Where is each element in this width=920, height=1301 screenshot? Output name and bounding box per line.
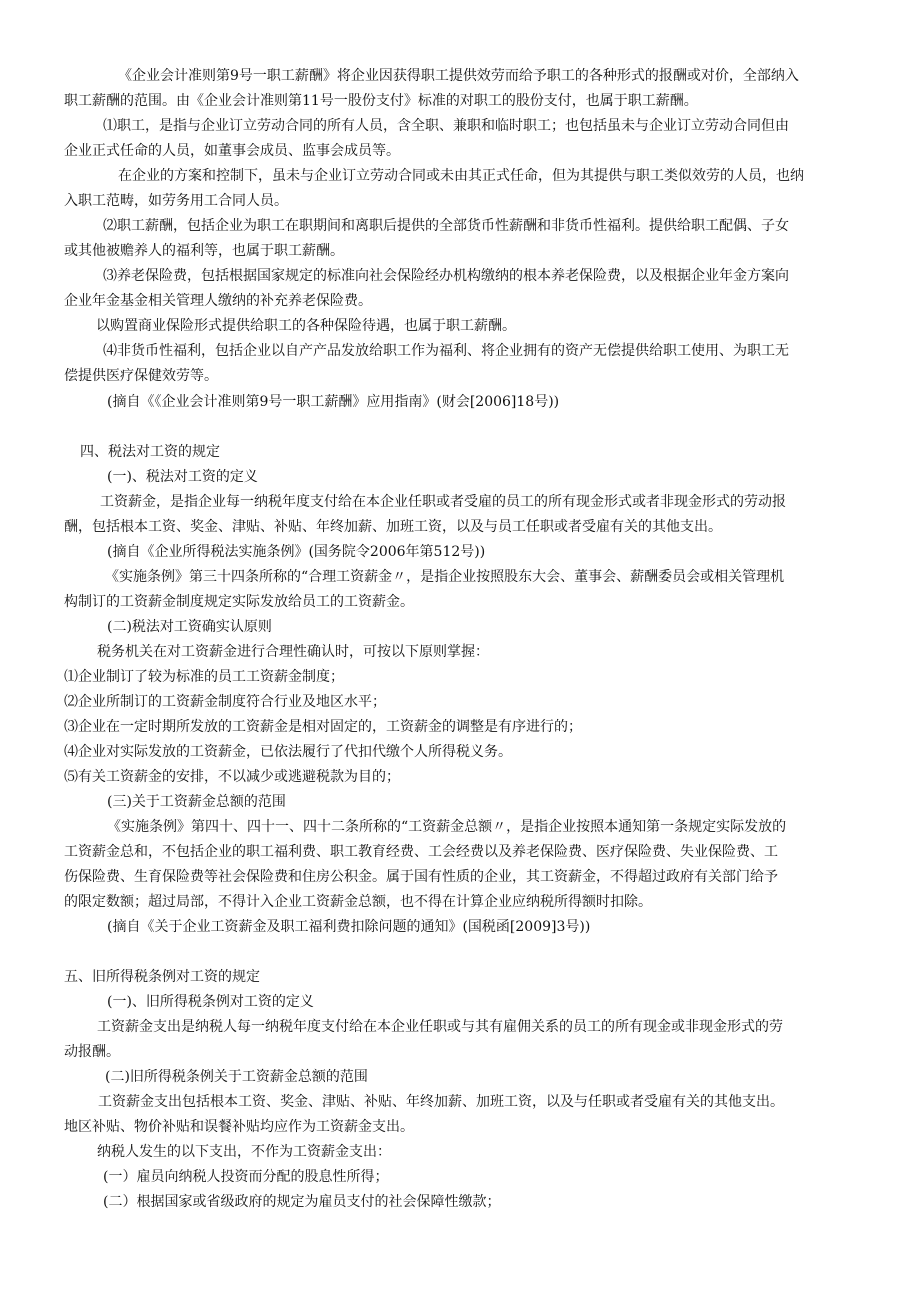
paragraph-line: 动报酬。 xyxy=(64,1044,120,1060)
citation-line: (摘自《企业所得税法实施条例》(国务院令2006年第512号)) xyxy=(107,544,486,560)
paragraph-line: 或其他被赡养人的福利等，也属于职工薪酬。 xyxy=(64,243,344,259)
list-item: ⑸有关工资薪金的安排，不以减少或逃避税款为目的； xyxy=(64,769,400,785)
paragraph-line: 企业正式任命的人员，如董事会成员、监事会成员等。 xyxy=(64,143,400,159)
subsection-heading: (一)、税法对工资的定义 xyxy=(107,469,258,485)
paragraph-line: 《实施条例》第四十、四十一、四十二条所称的“工资薪金总额〃，是指企业按照本通知第一条规定实际发放的 xyxy=(107,819,787,835)
subsection-heading: (二)税法对工资确实认原则 xyxy=(107,619,272,635)
paragraph-line: 的限定数额；超过局部，不得计入企业工资薪金总额，也不得在计算企业应纳税所得额时扣除。 xyxy=(64,894,652,910)
list-item: (二）根据国家或省级政府的规定为雇员支付的社会保障性缴款； xyxy=(103,1194,501,1210)
list-item: ⑵企业所制订的工资薪金制度符合行业及地区水平； xyxy=(64,694,386,710)
paragraph-line: 税务机关在对工资薪金进行合理性确认时，可按以下原则掌握： xyxy=(97,644,489,660)
paragraph-line: 酬，包括根本工资、奖金、津贴、补贴、年终加薪、加班工资，以及与员工任职或者受雇有关的其他支出。 xyxy=(64,519,722,535)
list-item: ⑶企业在一定时期所发放的工资薪金是相对固定的，工资薪金的调整是有序进行的； xyxy=(64,719,582,735)
paragraph-line: 工资薪金，是指企业每一纳税年度支付给在本企业任职或者受雇的员工的所有现金形式或者非现金形式的劳动报 xyxy=(100,494,786,510)
section-heading: 五、旧所得税条例对工资的规定 xyxy=(64,969,260,985)
paragraph-line: ⑶养老保险费，包括根据国家规定的标准向社会保险经办机构缴纳的根本养老保险费，以及根据企业年金方案向 xyxy=(103,268,789,284)
paragraph-line: 伤保险费、生育保险费等社会保险费和住房公积金。属于国有性质的企业，其工资薪金，不得超过政府有关部门给予 xyxy=(64,869,778,885)
citation-line: (摘自《《企业会计准则第9号一职工薪酬》应用指南》(财会[2006]18号)) xyxy=(107,394,560,410)
paragraph-line: 以购置商业保险形式提供给职工的各种保险待遇，也属于职工薪酬。 xyxy=(96,318,516,334)
paragraph-line: ⑷非货币性福利，包括企业以自产产品发放给职工作为福利、将企业拥有的资产无偿提供给职工使用、为职工无 xyxy=(103,343,789,359)
list-item: ⑴企业制订了较为标准的员工工资薪金制度； xyxy=(64,669,344,685)
paragraph-line: ⑵职工薪酬，包括企业为职工在职期间和离职后提供的全部货币性薪酬和非货币性福利。提供给职工配偶、子女 xyxy=(103,218,789,234)
paragraph-line: 工资薪金支出是纳税人每一纳税年度支付给在本企业任职或与其有雇佣关系的员工的所有现金或非现金形式的劳 xyxy=(97,1019,783,1035)
paragraph-line: 工资薪金总和，不包括企业的职工福利费、职工教育经费、工会经费以及养老保险费、医疗保险费、失业保险费、工 xyxy=(64,844,778,860)
paragraph-line: 企业年金基金相关管理人缴纳的补充养老保险费。 xyxy=(64,293,372,309)
paragraph-line: 在企业的方案和控制下，虽未与企业订立劳动合同或未由其正式任命，但为其提供与职工类似效劳的人员，也纳 xyxy=(118,168,804,184)
subsection-heading: (一)、旧所得税条例对工资的定义 xyxy=(107,994,314,1010)
paragraph-line: 职工薪酬的范围。由《企业会计准则第11号一股份支付》标准的对职工的股份支付，也属于职工薪酬。 xyxy=(64,93,698,109)
list-item: (一）雇员向纳税人投资而分配的股息性所得； xyxy=(103,1169,389,1185)
paragraph-line: 《实施条例》第三十四条所称的“合理工资薪金〃，是指企业按照股东大会、董事会、薪酬委员会或相关管理机 xyxy=(105,569,785,585)
citation-line: (摘自《关于企业工资薪金及职工福利费扣除问题的通知》(国税函[2009]3号)) xyxy=(107,919,591,935)
subsection-heading: (二)旧所得税条例关于工资薪金总额的范围 xyxy=(105,1069,368,1085)
subsection-heading: (三)关于工资薪金总额的范围 xyxy=(107,794,286,810)
paragraph-line: 地区补贴、物价补贴和误餐补贴均应作为工资薪金支出。 xyxy=(64,1119,414,1135)
paragraph-line: 工资薪金支出包括根本工资、奖金、津贴、补贴、年终加薪、加班工资，以及与任职或者受雇有关的其他支出。 xyxy=(98,1094,784,1110)
list-item: ⑷企业对实际发放的工资薪金，已依法履行了代扣代缴个人所得税义务。 xyxy=(64,744,512,760)
paragraph-line: ⑴职工，是指与企业订立劳动合同的所有人员，含全职、兼职和临时职工；也包括虽未与企业订立劳动合同但由 xyxy=(103,118,789,134)
paragraph-line: 入职工范畴，如劳务用工合同人员。 xyxy=(64,193,288,209)
paragraph-line: 纳税人发生的以下支出，不作为工资薪金支出： xyxy=(97,1144,391,1160)
section-heading: 四、税法对工资的规定 xyxy=(80,444,220,460)
paragraph-line: 构制订的工资薪金制度规定实际发放给员工的工资薪金。 xyxy=(64,594,414,610)
paragraph-line: 《企业会计准则第9号一职工薪酬》将企业因获得职工提供效劳而给予职工的各种形式的报酬或对价，全部纳入 xyxy=(118,68,799,84)
paragraph-line: 偿提供医疗保健效劳等。 xyxy=(64,368,218,384)
